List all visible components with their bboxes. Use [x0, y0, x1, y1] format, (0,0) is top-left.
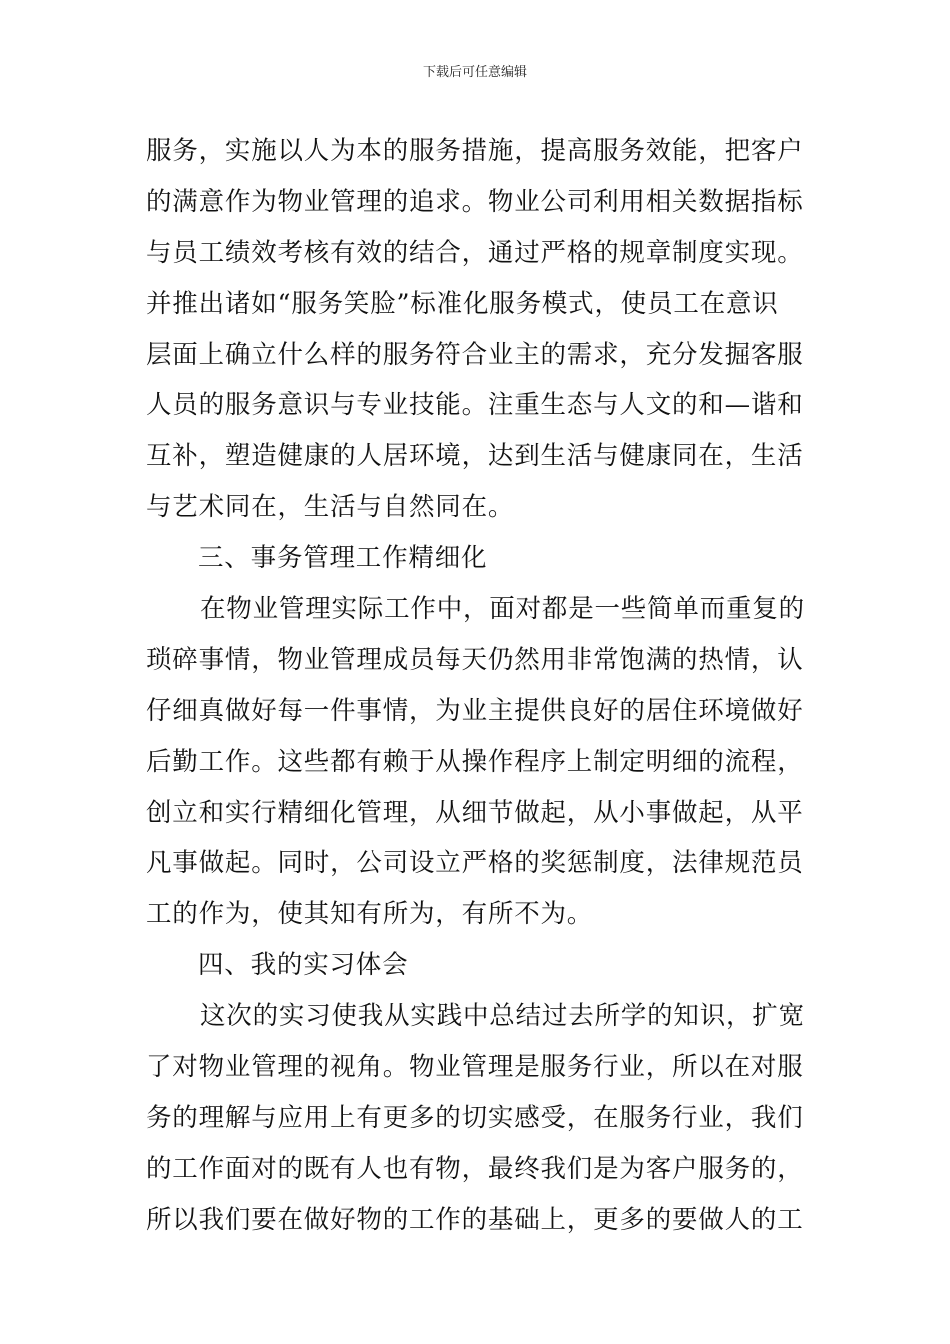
paragraph-line: 琐碎事情，物业管理成员每天仍然用非常饱满的热情，认	[146, 644, 804, 675]
section-heading-4: 四、我的实习体会	[198, 950, 409, 981]
paragraph-line: 仔细真做好每一件事情，为业主提供良好的居住环境做好	[146, 695, 804, 726]
paragraph-line: 的满意作为物业管理的追求。物业公司利用相关数据指标	[146, 186, 804, 217]
paragraph-line: 互补，塑造健康的人居环境，达到生活与健康同在，生活	[146, 441, 804, 472]
paragraph-line: 在物业管理实际工作中，面对都是一些简单而重复的	[200, 594, 805, 625]
paragraph-line: 创立和实行精细化管理，从细节做起，从小事做起，从平	[146, 797, 804, 828]
document-body	[146, 126, 810, 1246]
paragraph-line: 后勤工作。这些都有赖于从操作程序上制定明细的流程，	[146, 746, 804, 777]
paragraph-line: 服务，实施以人为本的服务措施，提高服务效能，把客户	[146, 136, 804, 166]
section-heading-3: 三、事务管理工作精细化	[198, 543, 488, 574]
paragraph-line: 这次的实习使我从实践中总结过去所学的知识，扩宽	[200, 1001, 805, 1032]
paragraph-line: 工的作为，使其知有所为，有所不为。	[146, 899, 594, 930]
paragraph-line: 的工作面对的既有人也有物，最终我们是为客户服务的，	[146, 1153, 804, 1184]
page-header: 下载后可任意编辑	[422, 65, 527, 80]
paragraph-line: 层面上确立什么样的服务符合业主的需求，充分发掘客服	[146, 339, 804, 370]
paragraph-line: 并推出诸如“服务笑脸”标准化服务模式，使员工在意识	[146, 288, 779, 319]
paragraph-line: 人员的服务意识与专业技能。注重生态与人文的和—谐和	[146, 390, 804, 421]
paragraph-line: 凡事做起。同时，公司设立严格的奖惩制度，法律规范员	[146, 848, 804, 879]
paragraph-line: 所以我们要在做好物的工作的基础上，更多的要做人的工	[146, 1204, 804, 1235]
paragraph-line: 与员工绩效考核有效的结合，通过严格的规章制度实现。	[146, 237, 804, 268]
paragraph-line: 与艺术同在，生活与自然同在。	[146, 492, 515, 523]
paragraph-line: 了对物业管理的视角。物业管理是服务行业，所以在对服	[146, 1052, 804, 1083]
paragraph-line: 务的理解与应用上有更多的切实感受，在服务行业，我们	[146, 1102, 804, 1133]
